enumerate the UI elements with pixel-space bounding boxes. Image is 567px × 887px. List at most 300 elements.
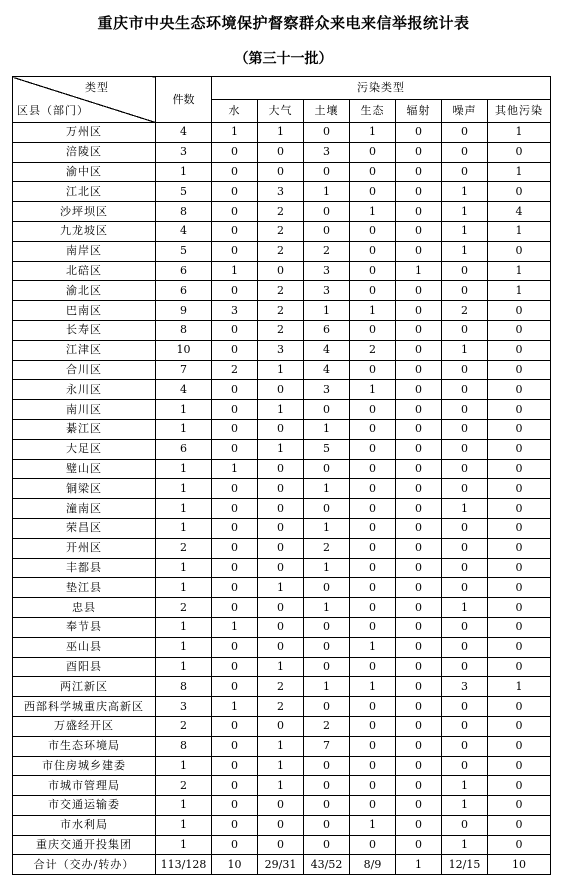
- value-cell: 0: [350, 835, 396, 855]
- value-cell: 1: [258, 439, 304, 459]
- district-name-cell: 綦江区: [13, 419, 156, 439]
- value-cell: 3: [212, 301, 258, 321]
- type-header-cell: 噪声: [442, 100, 488, 123]
- district-name-cell: 永川区: [13, 380, 156, 400]
- value-cell: 0: [350, 261, 396, 281]
- table-row: [13, 241, 551, 261]
- value-cell: 2: [350, 340, 396, 360]
- count-cell: 1: [156, 459, 212, 479]
- table-row: [13, 578, 551, 598]
- value-cell: 0: [212, 538, 258, 558]
- value-cell: 0: [212, 281, 258, 301]
- value-cell: 0: [488, 598, 551, 618]
- value-cell: 1: [350, 123, 396, 143]
- value-cell: 1: [442, 182, 488, 202]
- value-cell: 0: [350, 360, 396, 380]
- value-cell: 0: [396, 499, 442, 519]
- table-row: [13, 558, 551, 578]
- table-row: [13, 142, 551, 162]
- value-cell: 0: [212, 340, 258, 360]
- value-cell: 2: [258, 301, 304, 321]
- value-cell: 0: [350, 518, 396, 538]
- value-cell: 0: [488, 578, 551, 598]
- district-name-cell: 酉阳县: [13, 657, 156, 677]
- value-cell: 0: [258, 518, 304, 538]
- value-cell: 0: [304, 499, 350, 519]
- value-cell: 0: [396, 142, 442, 162]
- value-cell: 0: [396, 815, 442, 835]
- value-cell: 0: [350, 538, 396, 558]
- value-cell: 0: [258, 815, 304, 835]
- value-cell: 0: [442, 123, 488, 143]
- value-cell: 0: [304, 697, 350, 717]
- value-cell: 0: [258, 380, 304, 400]
- value-cell: 0: [212, 400, 258, 420]
- value-cell: 0: [350, 776, 396, 796]
- count-cell: 6: [156, 439, 212, 459]
- count-cell: 1: [156, 479, 212, 499]
- value-cell: 2: [258, 241, 304, 261]
- count-cell: 1: [156, 518, 212, 538]
- value-cell: 1: [396, 855, 442, 875]
- table-row: [13, 796, 551, 816]
- report-table: [12, 76, 551, 875]
- value-cell: 0: [488, 380, 551, 400]
- value-cell: 0: [442, 736, 488, 756]
- value-cell: 0: [258, 617, 304, 637]
- value-cell: 0: [304, 617, 350, 637]
- value-cell: 2: [304, 716, 350, 736]
- value-cell: 0: [350, 281, 396, 301]
- value-cell: 0: [258, 538, 304, 558]
- value-cell: 0: [350, 617, 396, 637]
- value-cell: 0: [350, 479, 396, 499]
- value-cell: 0: [350, 419, 396, 439]
- value-cell: 0: [442, 142, 488, 162]
- value-cell: 0: [442, 558, 488, 578]
- value-cell: 0: [258, 796, 304, 816]
- value-cell: 0: [212, 578, 258, 598]
- table-row: [13, 479, 551, 499]
- header-row-top: [13, 77, 551, 100]
- value-cell: 0: [488, 756, 551, 776]
- value-cell: 0: [396, 419, 442, 439]
- value-cell: 0: [488, 301, 551, 321]
- value-cell: 1: [212, 261, 258, 281]
- value-cell: 0: [212, 419, 258, 439]
- district-name-cell: 两江新区: [13, 677, 156, 697]
- value-cell: 1: [212, 123, 258, 143]
- table-row: [13, 221, 551, 241]
- value-cell: 1: [488, 162, 551, 182]
- value-cell: 0: [350, 697, 396, 717]
- value-cell: 43/52: [304, 855, 350, 875]
- district-name-cell: 万盛经开区: [13, 716, 156, 736]
- value-cell: 6: [304, 320, 350, 340]
- district-name-cell: 市生态环境局: [13, 736, 156, 756]
- value-cell: 0: [442, 815, 488, 835]
- district-name-cell: 铜梁区: [13, 479, 156, 499]
- value-cell: 2: [304, 241, 350, 261]
- value-cell: 0: [488, 419, 551, 439]
- table-row: [13, 301, 551, 321]
- value-cell: 0: [488, 637, 551, 657]
- value-cell: 0: [304, 202, 350, 222]
- type-header-cell: 辐射: [396, 100, 442, 123]
- value-cell: 0: [212, 182, 258, 202]
- value-cell: 1: [488, 123, 551, 143]
- count-cell: 1: [156, 578, 212, 598]
- value-cell: 0: [396, 360, 442, 380]
- table-row: [13, 380, 551, 400]
- value-cell: 0: [350, 716, 396, 736]
- value-cell: 0: [258, 261, 304, 281]
- count-cell: 1: [156, 637, 212, 657]
- count-cell: 5: [156, 182, 212, 202]
- value-cell: 3: [304, 142, 350, 162]
- count-cell: 3: [156, 142, 212, 162]
- district-name-cell: 合川区: [13, 360, 156, 380]
- table-row: [13, 419, 551, 439]
- count-cell: 3: [156, 697, 212, 717]
- value-cell: 0: [442, 697, 488, 717]
- value-cell: 0: [488, 835, 551, 855]
- district-name-cell: 万州区: [13, 123, 156, 143]
- value-cell: 2: [258, 320, 304, 340]
- table-row: [13, 123, 551, 143]
- value-cell: 0: [258, 419, 304, 439]
- table-row: [13, 400, 551, 420]
- page-subtitle: （第三十一批）: [234, 51, 333, 67]
- value-cell: 0: [304, 835, 350, 855]
- value-cell: 0: [442, 261, 488, 281]
- value-cell: 1: [258, 123, 304, 143]
- value-cell: 1: [350, 677, 396, 697]
- value-cell: 0: [396, 796, 442, 816]
- district-name-cell: 市水利局: [13, 815, 156, 835]
- value-cell: 0: [350, 598, 396, 618]
- value-cell: 1: [350, 637, 396, 657]
- table-row: [13, 617, 551, 637]
- value-cell: 0: [212, 776, 258, 796]
- table-row: [13, 736, 551, 756]
- value-cell: 0: [212, 558, 258, 578]
- district-name-cell: 市交通运输委: [13, 796, 156, 816]
- value-cell: 2: [212, 360, 258, 380]
- value-cell: 0: [304, 162, 350, 182]
- value-cell: 2: [304, 538, 350, 558]
- district-name-cell: 开州区: [13, 538, 156, 558]
- count-cell: 1: [156, 499, 212, 519]
- value-cell: 1: [442, 499, 488, 519]
- value-cell: 0: [488, 439, 551, 459]
- value-cell: 1: [212, 697, 258, 717]
- value-cell: 0: [488, 360, 551, 380]
- value-cell: 0: [442, 281, 488, 301]
- district-name-cell: 丰都县: [13, 558, 156, 578]
- value-cell: 0: [212, 162, 258, 182]
- district-name-cell: 西部科学城重庆高新区: [13, 697, 156, 717]
- count-header: 件数: [156, 77, 212, 123]
- value-cell: 1: [442, 796, 488, 816]
- table-row: [13, 697, 551, 717]
- value-cell: 0: [442, 380, 488, 400]
- value-cell: 0: [442, 459, 488, 479]
- value-cell: 0: [442, 657, 488, 677]
- value-cell: 0: [350, 499, 396, 519]
- value-cell: 0: [304, 756, 350, 776]
- value-cell: 0: [212, 202, 258, 222]
- value-cell: 0: [442, 320, 488, 340]
- table-body: [13, 123, 551, 875]
- table-row: [13, 657, 551, 677]
- value-cell: 0: [442, 360, 488, 380]
- table-row: [13, 756, 551, 776]
- table-row: [13, 360, 551, 380]
- value-cell: 1: [442, 835, 488, 855]
- value-cell: 1: [304, 419, 350, 439]
- value-cell: 0: [488, 538, 551, 558]
- value-cell: 0: [350, 162, 396, 182]
- value-cell: 0: [488, 736, 551, 756]
- table-row: [13, 281, 551, 301]
- value-cell: 0: [212, 657, 258, 677]
- value-cell: 0: [304, 815, 350, 835]
- value-cell: 3: [442, 677, 488, 697]
- value-cell: 0: [212, 736, 258, 756]
- value-cell: 0: [212, 518, 258, 538]
- count-cell: 2: [156, 538, 212, 558]
- value-cell: 0: [488, 400, 551, 420]
- value-cell: 0: [350, 756, 396, 776]
- count-cell: 9: [156, 301, 212, 321]
- value-cell: 1: [258, 657, 304, 677]
- count-cell: 1: [156, 657, 212, 677]
- count-cell: 1: [156, 815, 212, 835]
- district-name-cell: 市住房城乡建委: [13, 756, 156, 776]
- value-cell: 0: [396, 657, 442, 677]
- value-cell: 0: [396, 301, 442, 321]
- count-cell: 5: [156, 241, 212, 261]
- district-name-cell: 南川区: [13, 400, 156, 420]
- table-row: [13, 261, 551, 281]
- value-cell: 0: [396, 598, 442, 618]
- table-row: [13, 677, 551, 697]
- value-cell: 0: [396, 281, 442, 301]
- value-cell: 1: [350, 815, 396, 835]
- value-cell: 0: [396, 518, 442, 538]
- district-name-cell: 合计（交办/转办）: [13, 855, 156, 875]
- value-cell: 3: [304, 281, 350, 301]
- value-cell: 0: [442, 439, 488, 459]
- value-cell: 0: [442, 617, 488, 637]
- table-row: [13, 182, 551, 202]
- table-row: [13, 162, 551, 182]
- value-cell: 0: [488, 657, 551, 677]
- value-cell: 1: [442, 241, 488, 261]
- value-cell: 3: [258, 340, 304, 360]
- value-cell: 0: [396, 697, 442, 717]
- value-cell: 0: [350, 796, 396, 816]
- count-cell: 1: [156, 400, 212, 420]
- district-name-cell: 垫江县: [13, 578, 156, 598]
- count-cell: 4: [156, 380, 212, 400]
- count-cell: 1: [156, 162, 212, 182]
- value-cell: 0: [258, 479, 304, 499]
- value-cell: 0: [350, 558, 396, 578]
- value-cell: 0: [396, 716, 442, 736]
- value-cell: 4: [304, 340, 350, 360]
- value-cell: 0: [442, 637, 488, 657]
- page-title: 重庆市中央生态环境保护督察群众来电来信举报统计表: [97, 14, 470, 32]
- value-cell: 1: [304, 558, 350, 578]
- value-cell: 0: [396, 400, 442, 420]
- district-name-cell: 荣昌区: [13, 518, 156, 538]
- value-cell: 0: [442, 716, 488, 736]
- value-cell: 0: [442, 419, 488, 439]
- count-cell: 1: [156, 796, 212, 816]
- value-cell: 0: [488, 479, 551, 499]
- value-cell: 0: [212, 756, 258, 776]
- value-cell: 2: [442, 301, 488, 321]
- value-cell: 0: [350, 182, 396, 202]
- district-name-cell: 江北区: [13, 182, 156, 202]
- value-cell: 7: [304, 736, 350, 756]
- value-cell: 0: [258, 459, 304, 479]
- value-cell: 0: [212, 320, 258, 340]
- value-cell: 0: [304, 123, 350, 143]
- value-cell: 0: [212, 716, 258, 736]
- value-cell: 1: [258, 756, 304, 776]
- value-cell: 0: [350, 657, 396, 677]
- value-cell: 1: [212, 617, 258, 637]
- count-cell: 2: [156, 776, 212, 796]
- value-cell: 0: [396, 439, 442, 459]
- value-cell: 0: [396, 637, 442, 657]
- count-cell: 1: [156, 756, 212, 776]
- value-cell: 3: [304, 261, 350, 281]
- district-name-cell: 璧山区: [13, 459, 156, 479]
- value-cell: 0: [258, 637, 304, 657]
- value-cell: 0: [442, 578, 488, 598]
- value-cell: 0: [212, 241, 258, 261]
- value-cell: 0: [304, 657, 350, 677]
- table-row: [13, 538, 551, 558]
- value-cell: 1: [258, 360, 304, 380]
- table-row: [13, 499, 551, 519]
- type-header-cell: 土壤: [304, 100, 350, 123]
- value-cell: 0: [212, 637, 258, 657]
- value-cell: 1: [350, 301, 396, 321]
- value-cell: 0: [304, 459, 350, 479]
- district-name-cell: 渝中区: [13, 162, 156, 182]
- value-cell: 0: [212, 677, 258, 697]
- value-cell: 0: [488, 182, 551, 202]
- count-cell: 1: [156, 419, 212, 439]
- value-cell: 0: [212, 380, 258, 400]
- value-cell: 0: [396, 123, 442, 143]
- district-name-cell: 奉节县: [13, 617, 156, 637]
- value-cell: 0: [442, 756, 488, 776]
- value-cell: 0: [350, 400, 396, 420]
- value-cell: 1: [488, 261, 551, 281]
- district-name-cell: 潼南区: [13, 499, 156, 519]
- district-name-cell: 江津区: [13, 340, 156, 360]
- value-cell: 0: [488, 617, 551, 637]
- value-cell: 0: [442, 400, 488, 420]
- value-cell: 1: [258, 736, 304, 756]
- value-cell: 1: [304, 518, 350, 538]
- count-cell: 8: [156, 736, 212, 756]
- count-cell: 2: [156, 716, 212, 736]
- value-cell: 0: [212, 479, 258, 499]
- type-header-cell: 生态: [350, 100, 396, 123]
- value-cell: 0: [488, 776, 551, 796]
- count-cell: 6: [156, 281, 212, 301]
- value-cell: 2: [258, 697, 304, 717]
- table-row: [13, 815, 551, 835]
- district-name-cell: 九龙坡区: [13, 221, 156, 241]
- value-cell: 0: [212, 796, 258, 816]
- district-name-cell: 北碚区: [13, 261, 156, 281]
- value-cell: 1: [442, 598, 488, 618]
- value-cell: 2: [258, 202, 304, 222]
- value-cell: 0: [488, 241, 551, 261]
- district-name-cell: 涪陵区: [13, 142, 156, 162]
- district-name-cell: 市城市管理局: [13, 776, 156, 796]
- type-header-cell: 其他污染: [488, 100, 551, 123]
- value-cell: 1: [304, 479, 350, 499]
- value-cell: 2: [258, 281, 304, 301]
- value-cell: 4: [488, 202, 551, 222]
- value-cell: 8/9: [350, 855, 396, 875]
- value-cell: 0: [396, 617, 442, 637]
- value-cell: 0: [350, 241, 396, 261]
- value-cell: 0: [258, 142, 304, 162]
- district-name-cell: 巴南区: [13, 301, 156, 321]
- table-row: [13, 320, 551, 340]
- value-cell: 0: [304, 400, 350, 420]
- count-cell: 2: [156, 598, 212, 618]
- count-cell: 113/128: [156, 855, 212, 875]
- value-cell: 0: [212, 815, 258, 835]
- value-cell: 0: [350, 142, 396, 162]
- value-cell: 0: [212, 142, 258, 162]
- value-cell: 0: [488, 716, 551, 736]
- pollution-type-header: 污染类型: [212, 77, 551, 100]
- district-name-cell: 渝北区: [13, 281, 156, 301]
- value-cell: 1: [258, 400, 304, 420]
- district-name-cell: 重庆交通开投集团: [13, 835, 156, 855]
- value-cell: 0: [488, 796, 551, 816]
- value-cell: 10: [488, 855, 551, 875]
- value-cell: 1: [350, 202, 396, 222]
- count-cell: 4: [156, 221, 212, 241]
- value-cell: 0: [350, 578, 396, 598]
- count-cell: 6: [156, 261, 212, 281]
- value-cell: 0: [258, 835, 304, 855]
- value-cell: 0: [488, 459, 551, 479]
- value-cell: 0: [350, 221, 396, 241]
- value-cell: 0: [488, 320, 551, 340]
- value-cell: 1: [442, 776, 488, 796]
- value-cell: 1: [442, 221, 488, 241]
- value-cell: 0: [350, 320, 396, 340]
- count-cell: 10: [156, 340, 212, 360]
- district-name-cell: 巫山县: [13, 637, 156, 657]
- table-row: [13, 459, 551, 479]
- value-cell: 1: [488, 677, 551, 697]
